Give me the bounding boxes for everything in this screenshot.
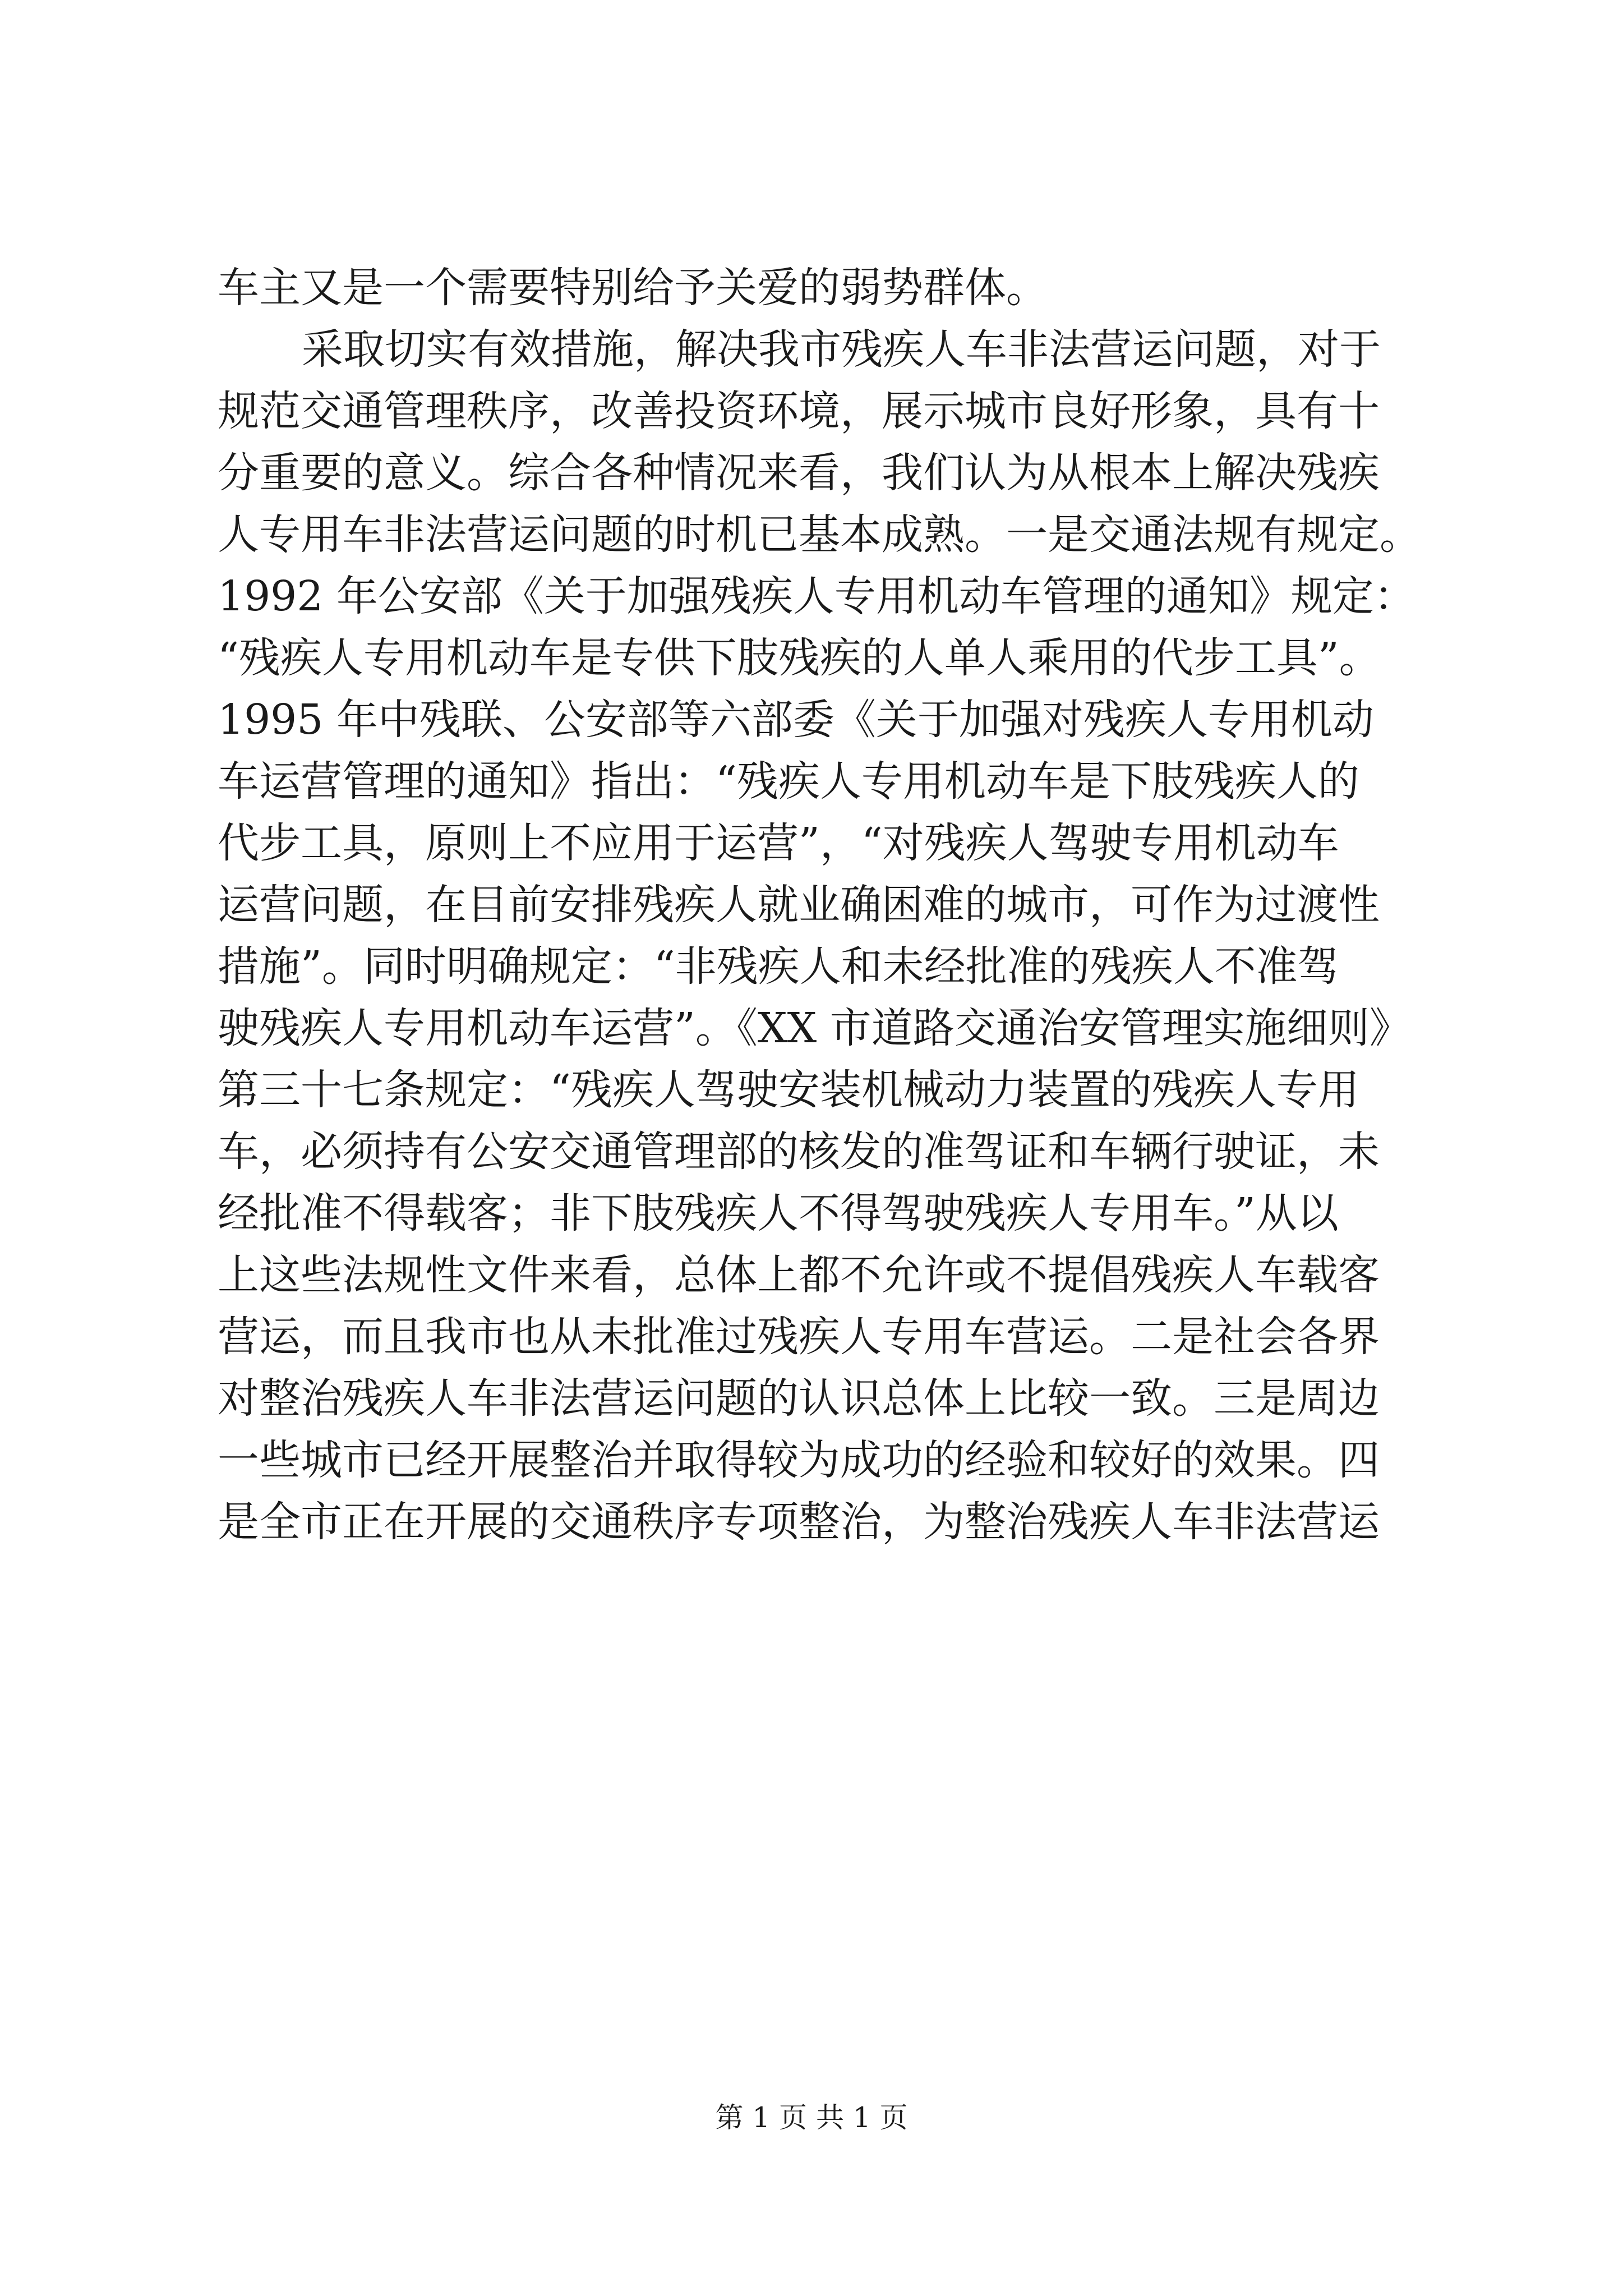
text-line: 分重要的意义。综合各种情况来看，我们认为从根本上解决残疾 [218,449,1380,497]
text-line: 经批准不得载客；非下肢残疾人不得驾驶残疾人专用车。”从以 [218,1189,1339,1237]
text-line: 1995 年中残联、公安部等六部委《关于加强对残疾人专用机动 [218,696,1374,744]
text-line: 1992 年公安部《关于加强残疾人专用机动车管理的通知》规定： [218,572,1415,620]
page-number-label: 第 1 页 共 1 页 [715,2101,908,2134]
text-line: 营运，而且我市也从未批准过残疾人专用车营运。二是社会各界 [218,1313,1380,1361]
text-line: 措施”。同时明确规定：“非残疾人和未经批准的残疾人不准驾 [218,942,1339,991]
text-line: 上这些法规性文件来看，总体上都不允许或不提倡残疾人车载客 [218,1251,1380,1299]
text-line: 车主又是一个需要特别给予关爱的弱势群体。 [218,264,1048,312]
text-line: 人专用车非法营运问题的时机已基本成熟。一是交通法规有规定。 [218,510,1421,559]
text-line: 运营问题，在目前安排残疾人就业确困难的城市，可作为过渡性 [218,881,1380,929]
page-footer [0,2101,1623,2134]
text-line: 驶残疾人专用机动车运营”。《XX 市道路交通治安管理实施细则》 [218,1004,1411,1052]
text-line: 规范交通管理秩序，改善投资环境，展示城市良好形象，具有十 [218,387,1380,435]
text-line: 车，必须持有公安交通管理部的核发的准驾证和车辆行驶证，未 [218,1128,1380,1176]
text-line: 是全市正在开展的交通秩序专项整治，为整治残疾人车非法营运 [218,1498,1380,1546]
body-text [218,257,1429,1553]
text-line: 对整治残疾人车非法营运问题的认识总体上比较一致。三是周边 [218,1374,1380,1423]
text-line: 车运营管理的通知》指出：“残疾人专用机动车是下肢残疾人的 [218,757,1359,806]
text-line: 代步工具，原则上不应用于运营”，“对残疾人驾驶专用机动车 [218,819,1339,867]
text-line: 第三十七条规定：“残疾人驾驶安装机械动力装置的残疾人专用 [218,1066,1359,1114]
paragraph-first-line: 采取切实有效措施，解决我市残疾人车非法营运问题，对于 [302,325,1381,374]
text-line: 一些城市已经开展整治并取得较为成功的经验和较好的效果。四 [218,1436,1380,1484]
text-line: “残疾人专用机动车是专供下肢残疾的人单人乘用的代步工具”。 [218,634,1381,682]
